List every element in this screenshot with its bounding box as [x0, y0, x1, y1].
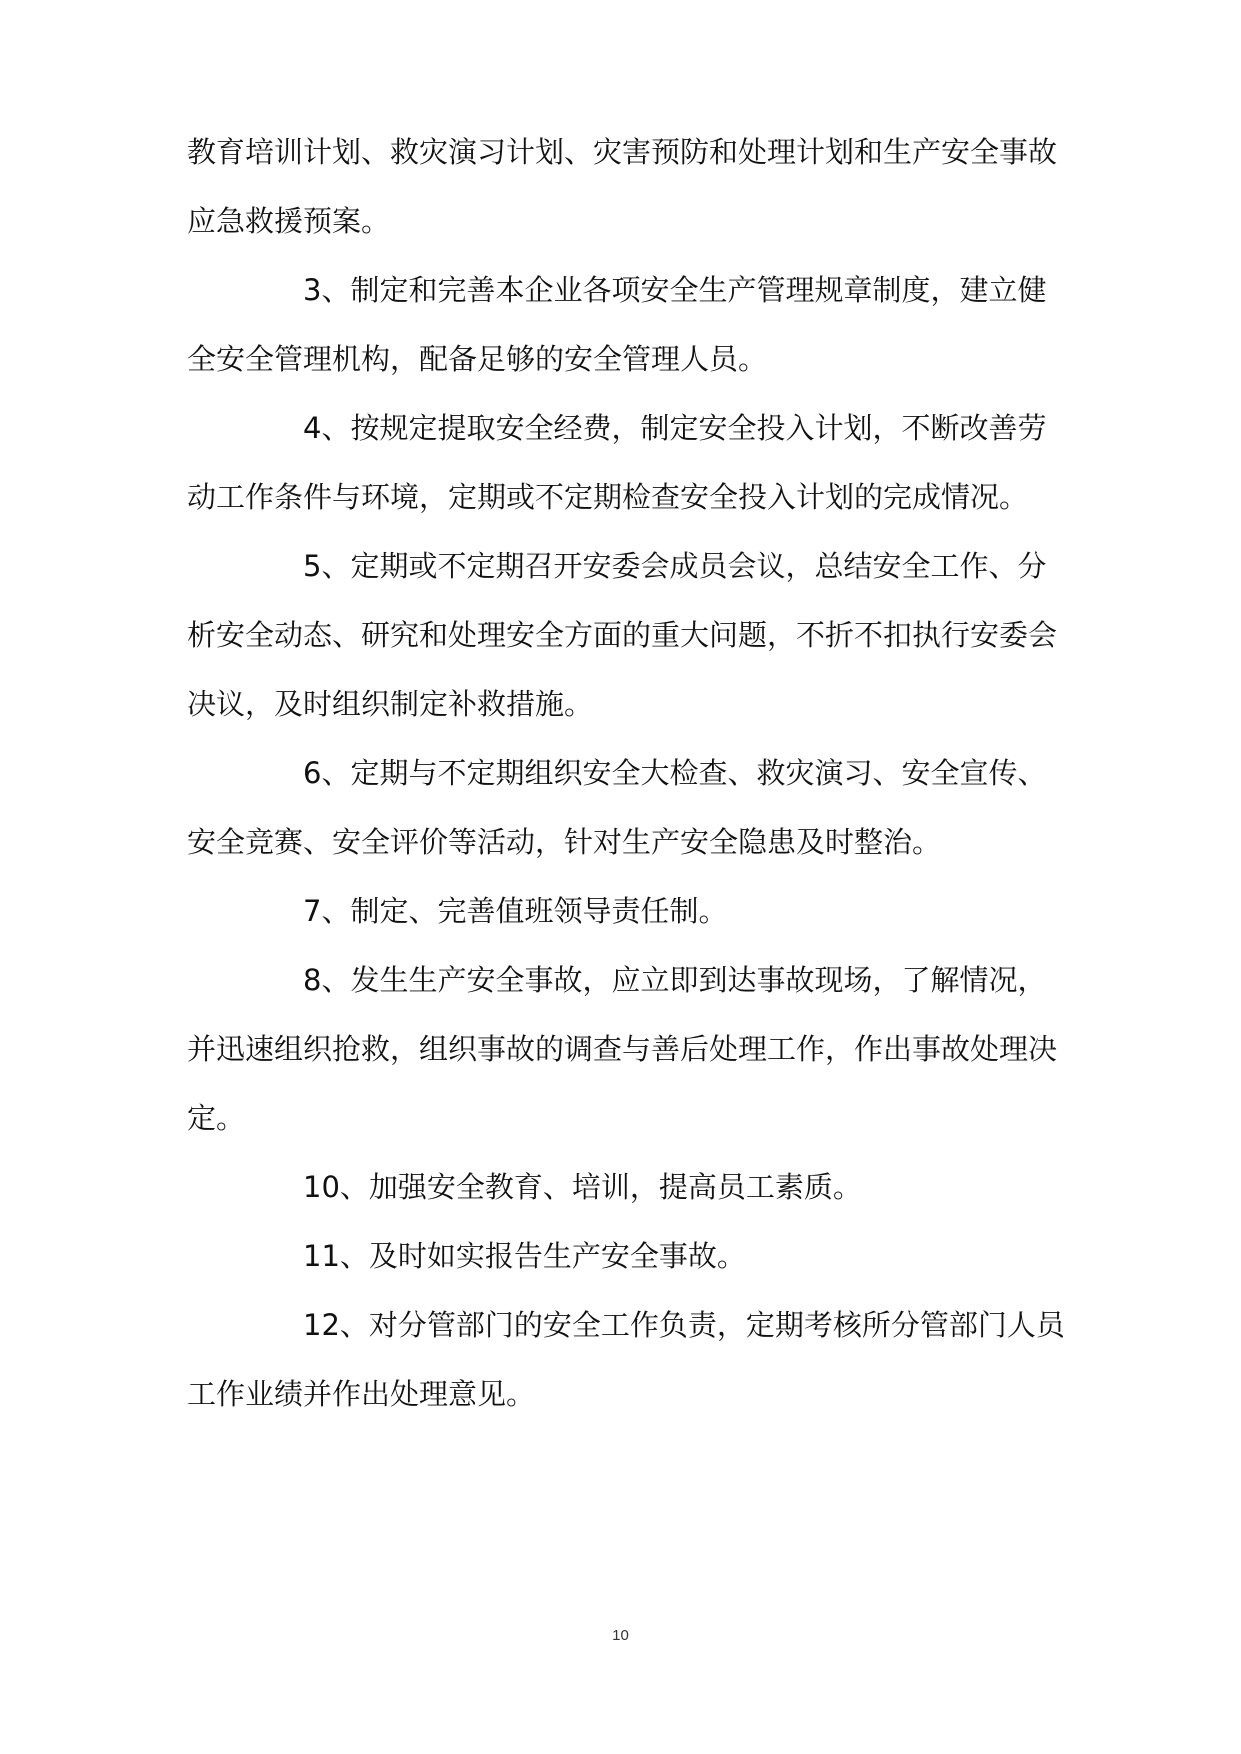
item-10-line-1: 10、加强安全教育、培训，提高员工素质。: [303, 1170, 862, 1204]
item-8-line-2: 并迅速组织抢救，组织事故的调查与善后处理工作，作出事故处理决: [187, 1032, 1058, 1066]
item-3-line-1: 3、制定和完善本企业各项安全生产管理规章制度，建立健: [303, 273, 1047, 307]
paragraph-2-line-2: 教育培训计划、救灾演习计划、灾害预防和处理计划和生产安全事故: [187, 135, 1058, 169]
item-7-line-1: 7、制定、完善值班领导责任制。: [303, 894, 728, 928]
item-11-line-1: 11、及时如实报告生产安全事故。: [303, 1239, 746, 1273]
item-5-line-2: 析安全动态、研究和处理安全方面的重大问题，不折不扣执行安委会: [187, 618, 1058, 652]
item-5-line-3: 决议，及时组织制定补救措施。: [187, 687, 594, 721]
item-12-line-1: 12、对分管部门的安全工作负责，定期考核所分管部门人员: [303, 1308, 1065, 1342]
item-4-line-2: 动工作条件与环境，定期或不定期检查安全投入计划的完成情况。: [187, 480, 1029, 514]
item-5-line-1: 5、定期或不定期召开安委会成员会议，总结安全工作、分: [303, 549, 1047, 583]
page-number: 10: [612, 1627, 629, 1644]
item-8-line-3: 定。: [187, 1101, 246, 1135]
item-8-line-1: 8、发生生产安全事故，应立即到达事故现场，了解情况，: [303, 963, 1047, 997]
item-4-line-1: 4、按规定提取安全经费，制定安全投入计划，不断改善劳: [303, 411, 1047, 445]
item-6-line-1: 6、定期与不定期组织安全大检查、救灾演习、安全宣传、: [303, 756, 1047, 790]
item-3-line-2: 全安全管理机构，配备足够的安全管理人员。: [187, 342, 768, 376]
item-6-line-2: 安全竞赛、安全评价等活动，针对生产安全隐患及时整治。: [187, 825, 942, 859]
item-12-line-2: 工作业绩并作出处理意见。: [187, 1377, 536, 1411]
paragraph-2-line-3: 应急救援预案。: [187, 204, 391, 238]
